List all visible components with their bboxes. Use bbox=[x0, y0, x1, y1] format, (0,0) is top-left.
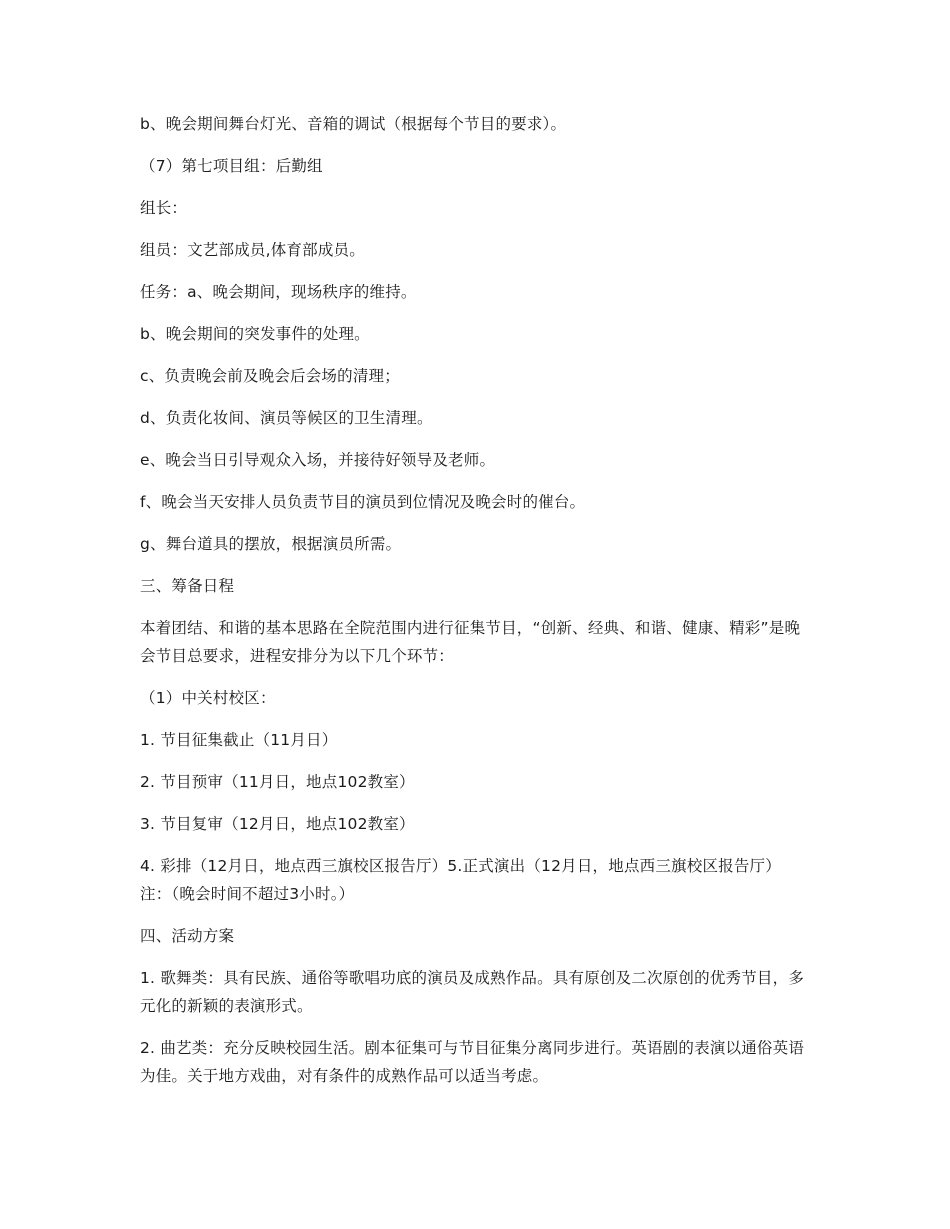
paragraph-group-leader: 组长： bbox=[140, 199, 188, 217]
list-item-step-3: 3. 节目复审（12月日，地点102教室） bbox=[140, 815, 415, 833]
list-item-step-1: 1. 节目征集截止（11月日） bbox=[140, 731, 338, 749]
paragraph-task-f: f、晚会当天安排人员负责节目的演员到位情况及晚会时的催台。 bbox=[140, 493, 586, 511]
list-item-step-4-5: 4. 彩排（12月日，地点西三旗校区报告厅）5.正式演出（12月日，地点西三旗校区报告厅）注：（晚会时间不超过3小时。） bbox=[140, 857, 781, 903]
list-item-step-2: 2. 节目预审（11月日，地点102教室） bbox=[140, 773, 415, 791]
paragraph-task-c: c、负责晚会前及晚会后会场的清理； bbox=[140, 367, 400, 385]
paragraph-task-e: e、晚会当日引导观众入场，并接待好领导及老师。 bbox=[140, 451, 496, 469]
document-body bbox=[140, 110, 810, 1104]
paragraph-group-members: 组员：文艺部成员,体育部成员。 bbox=[140, 241, 365, 259]
paragraph-task-a: 任务：a、晚会期间，现场秩序的维持。 bbox=[140, 283, 417, 301]
paragraph-group-seven-heading: （7）第七项目组：后勤组 bbox=[140, 157, 323, 175]
section-heading-activity-plan: 四、活动方案 bbox=[140, 927, 235, 945]
list-item-quyi: 2. 曲艺类：充分反映校园生活。剧本征集可与节目征集分离同步进行。英语剧的表演以通俗英语为佳。关于地方戏曲，对有条件的成熟作品可以适当考虑。 bbox=[140, 1039, 805, 1085]
paragraph-task-d: d、负责化妆间、演员等候区的卫生清理。 bbox=[140, 409, 433, 427]
paragraph-task-b: b、晚会期间的突发事件的处理。 bbox=[140, 325, 370, 343]
section-heading-schedule: 三、筹备日程 bbox=[140, 577, 235, 595]
paragraph-task-g: g、舞台道具的摆放，根据演员所需。 bbox=[140, 535, 402, 553]
paragraph-stage-lighting: b、晚会期间舞台灯光、音箱的调试（根据每个节目的要求）。 bbox=[140, 115, 567, 133]
list-item-song-dance: 1. 歌舞类：具有民族、通俗等歌唱功底的演员及成熟作品。具有原创及二次原创的优秀节目，多元化的新颖的表演形式。 bbox=[140, 969, 805, 1015]
paragraph-schedule-intro: 本着团结、和谐的基本思路在全院范围内进行征集节目，“创新、经典、和谐、健康、精彩”是晚会节目总要求，进程安排分为以下几个环节： bbox=[140, 619, 801, 665]
paragraph-campus-heading: （1）中关村校区： bbox=[140, 689, 276, 707]
